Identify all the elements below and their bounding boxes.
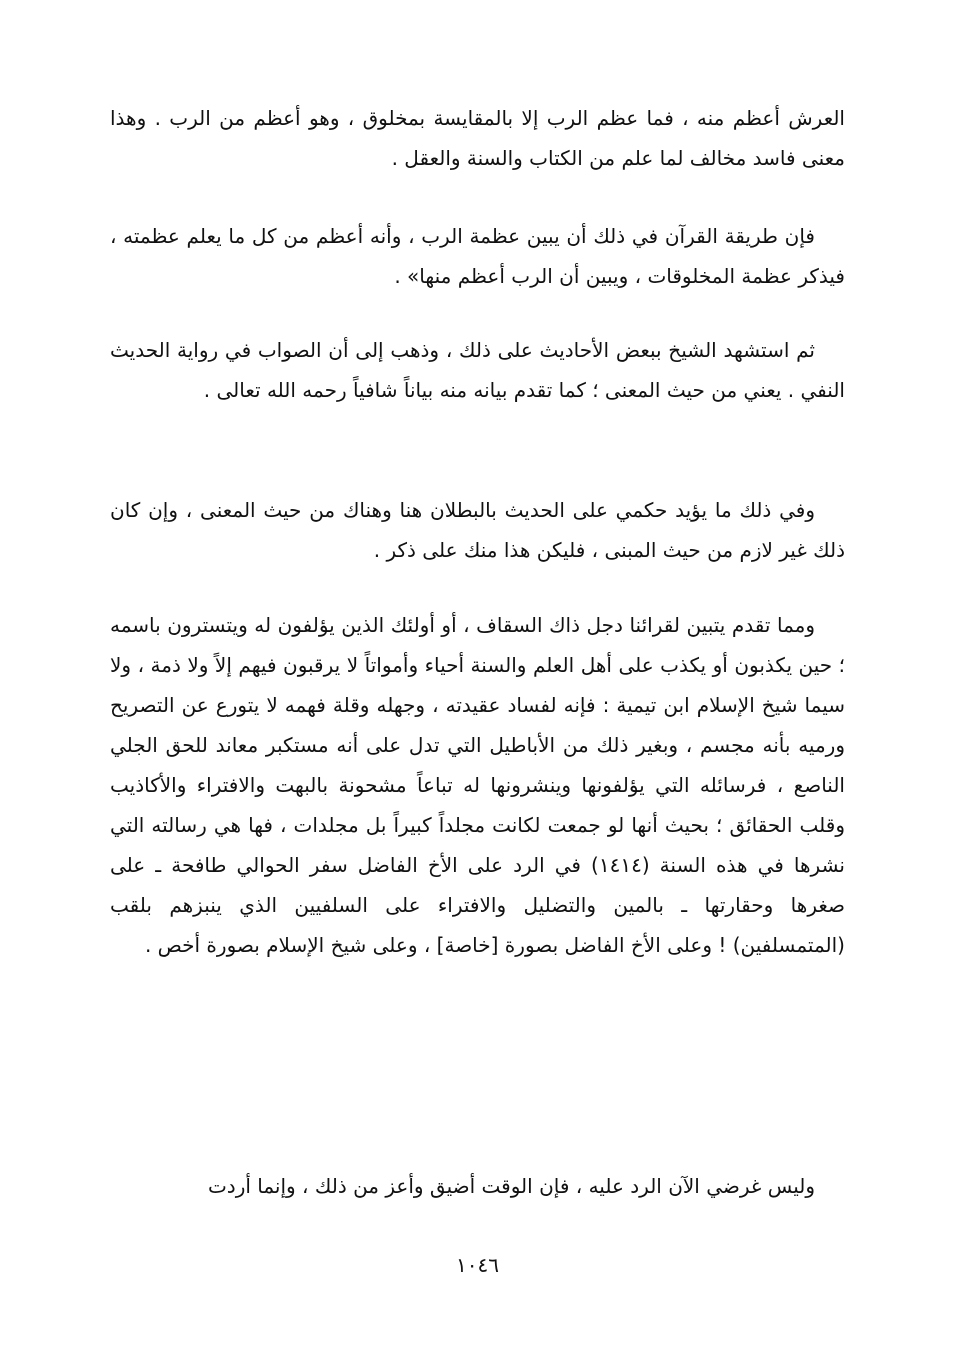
paragraph-4: وفي ذلك ما يؤيد حكمي على الحديث بالبطلان هنا وهناك من حيث المعنى ، وإن كان ذلك غير لازم من حيث المبنى ، فليكن هذا منك على ذكر . bbox=[110, 498, 845, 562]
paragraph-2: فإن طريقة القرآن في ذلك أن يبين عظمة الرب ، وأنه أعظم من كل ما يعلم عظمته ، فيذكر عظمة المخلوقات ، ويبين أن الرب أعظم منها» . bbox=[110, 224, 845, 288]
paragraph-6: وليس غرضي الآن الرد عليه ، فإن الوقت أضيق وأعز من ذلك ، وإنما أردت bbox=[207, 1174, 815, 1198]
page-number: ١٠٤٦ bbox=[456, 1253, 499, 1277]
paragraph-1: العرش أعظم منه ، فما عظم الرب إلا بالمقايسة بمخلوق ، وهو أعظم من الرب . وهذا معنى فاسد مخالف لما علم من الكتاب والسنة والعقل . bbox=[110, 106, 845, 170]
paragraph-5: ومما تقدم يتبين لقرائنا دجل ذاك السقاف ، أو أولئك الذين يؤلفون له ويتسترون باسمه ؛ حين يكذبون أو يكذب على أهل العلم والسنة أحياء وأمواتاً لا يرقبون فيهم إلاً ولا ذمة ، ولا سيما شيخ الإسلام ابن تيمية : فإنه لفساد عقيدته ، وجهله وقلة فهمه لا يتورع عن التصريح ورميه بأنه مجسم ، وبغير ذلك من الأباطيل التي تدل على أنه مستكبر معاند للحق الجلي الناصع ، فرسائله التي يؤلفونها وينشرونها له تباعاً مشحونة بالبهت والافتراء والأكاذيب وقلب الحقائق ؛ بحيث أنها لو جمعت لكانت مجلداً كبيراً بل مجلدات ، فها هي رسالته التي نشرها في هذه السنة (١٤١٤) في الرد على الأخ الفاضل سفر الحوالي طافحة ـ على صغرها وحقارتها ـ بالمين والتضليل والافتراء على السلفيين الذي ينبزهم بلقب (المتمسلفين) ! وعلى الأخ الفاضل بصورة [خاصة] ، وعلى شيخ الإسلام بصورة أخص . bbox=[110, 613, 845, 957]
paragraph-3: ثم استشهد الشيخ ببعض الأحاديث على ذلك ، وذهب إلى أن الصواب في رواية الحديث النفي . يعني من حيث المعنى ؛ كما تقدم بيانه منه بياناً شافياً رحمه الله تعالى . bbox=[110, 338, 845, 402]
